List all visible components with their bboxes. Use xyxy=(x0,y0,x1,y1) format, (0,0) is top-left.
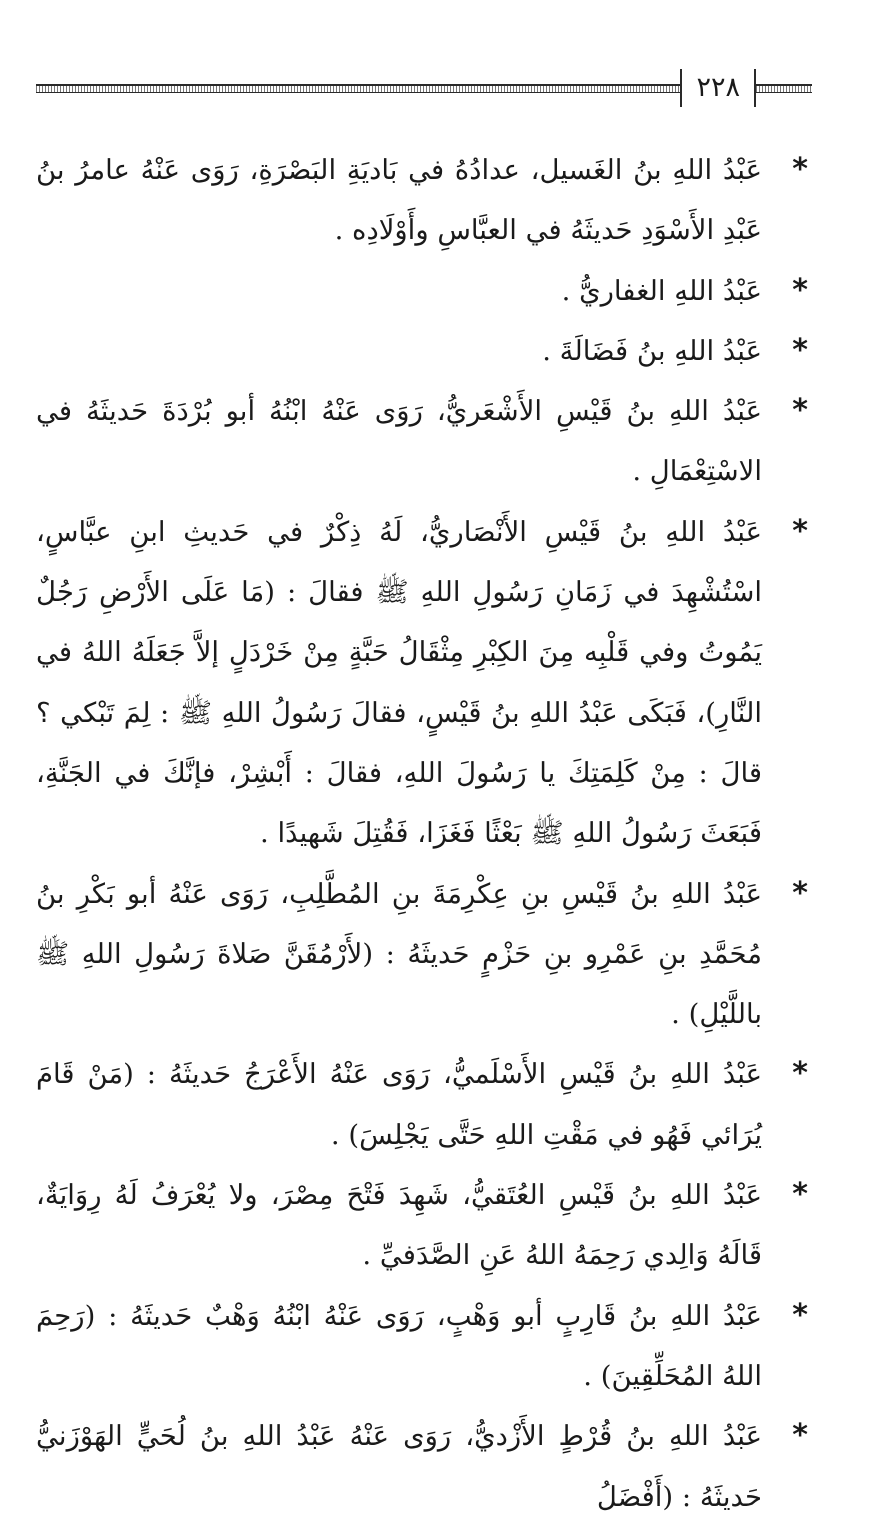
list-item xyxy=(36,864,812,1045)
bullet-star-icon: * xyxy=(792,1177,808,1213)
entry-text: عَبْدُ اللهِ بنُ قَيْسِ الأَشْعَريُّ، رَوَى عَنْهُ ابْنُهُ أبو بُرْدَةَ حَديثَهُ في الاسْتِعْمَالِ . xyxy=(36,395,762,488)
entry-text: عَبْدُ اللهِ بنُ قَيْسِ بنِ عِكْرِمَةَ بنِ المُطَّلِبِ، رَوَى عَنْهُ أبو بَكْرِ بنُ مُحَمَّدِ بنِ عَمْرِو بنِ حَزْمٍ حَديثَهُ : (لأَرْمُقَنَّ صَلاةَ رَسُولِ اللهِ ﷺ باللَّيْلِ) . xyxy=(36,877,762,1031)
bullet-star-icon: * xyxy=(792,513,808,549)
header-rule-right xyxy=(756,84,812,93)
entry-text: عَبْدُ اللهِ بنُ قَارِبٍ أبو وَهْبٍ، رَوَى عَنْهُ ابْنُهُ وَهْبٌ حَديثَهُ : (رَحِمَ اللهُ المُحَلِّقِينَ) . xyxy=(36,1299,762,1392)
list-item xyxy=(36,140,812,261)
bullet-star-icon: * xyxy=(792,1418,808,1454)
list-item xyxy=(36,1044,812,1165)
list-item xyxy=(36,261,812,321)
list-item xyxy=(36,381,812,502)
entry-text: عَبْدُ اللهِ بنُ قَيْسِ الأَنْصَاريُّ، لَهُ ذِكْرٌ في حَديثِ ابنِ عبَّاسٍ، اسْتُشْهِدَ في زَمَانِ رَسُولِ اللهِ ﷺ فقالَ : (مَا عَلَى الأَرْضِ رَجُلٌ يَمُوتُ وفي قَلْبِه مِنَ الكِبْرِ مِثْقَالُ حَبَّةٍ مِنْ خَرْدَلٍ إلاَّ جَعَلَهُ اللهُ في النَّارِ)، فَبَكَى عَبْدُ اللهِ بنُ قَيْسٍ، فقالَ رَسُولُ اللهِ ﷺ : لِمَ تَبْكي ؟ قالَ : مِنْ كَلِمَتِكَ يا رَسُولَ اللهِ، فقالَ : أَبْشِرْ، فإنَّكَ في الجَنَّةِ، فَبَعَثَ رَسُولُ اللهِ ﷺ بَعْثًا فَغَزَا، فَقُتِلَ شَهيدًا . xyxy=(36,515,762,850)
page-header xyxy=(36,66,812,110)
entry-text: عَبْدُ اللهِ بنُ الغَسيل، عدادُهُ في بَاديَةِ البَصْرَةِ، رَوَى عَنْهُ عامرُ بنُ عَبْدِ الأَسْوَدِ حَديثَهُ في العبَّاسِ وأَوْلَادِه . xyxy=(36,154,762,247)
list-item xyxy=(36,1286,812,1407)
entry-text: عَبْدُ اللهِ الغفاريُّ . xyxy=(561,274,762,307)
list-item xyxy=(36,1406,812,1527)
bullet-star-icon: * xyxy=(792,1056,808,1092)
list-item xyxy=(36,502,812,864)
page-body xyxy=(36,140,812,1527)
bullet-star-icon: * xyxy=(792,272,808,308)
page-number: ٢٢٨ xyxy=(696,72,740,103)
list-item xyxy=(36,1165,812,1286)
entry-text: عَبْدُ اللهِ بنُ قُرْطٍ الأَزْديُّ، رَوَى عَنْهُ عَبْدُ اللهِ بنُ لُحَيٍّ الهَوْزَنيُّ حَديثَهُ : (أَفْضَلُ xyxy=(36,1420,762,1513)
entry-text: عَبْدُ اللهِ بنُ قَيْسِ الأَسْلَميُّ، رَوَى عَنْهُ الأَعْرَجُ حَديثَهُ : (مَنْ قَامَ يُرَائي فَهُو في مَقْتِ اللهِ حَتَّى يَجْلِسَ) . xyxy=(36,1058,762,1151)
bullet-star-icon: * xyxy=(792,332,808,368)
header-rule-left xyxy=(36,84,680,93)
bullet-star-icon: * xyxy=(792,875,808,911)
entry-text: عَبْدُ اللهِ بنُ فَضَالَةَ . xyxy=(542,334,762,367)
bullet-star-icon: * xyxy=(792,393,808,429)
list-item xyxy=(36,321,812,381)
bullet-star-icon: * xyxy=(792,152,808,187)
entry-text: عَبْدُ اللهِ بنُ قَيْسِ العُتَقيُّ، شَهِدَ فَتْحَ مِصْرَ، ولا يُعْرَفُ لَهُ رِوَايَةٌ، قَالَهُ وَالِدي رَحِمَهُ اللهُ عَنِ الصَّدَفيِّ . xyxy=(36,1179,762,1272)
bullet-star-icon: * xyxy=(792,1297,808,1333)
